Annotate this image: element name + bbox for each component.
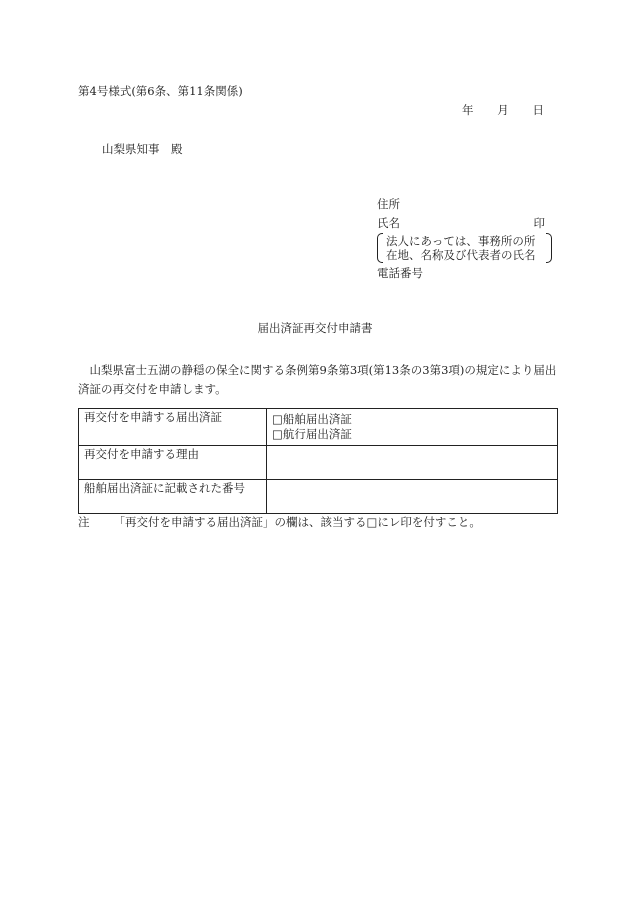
table-row	[79, 480, 558, 514]
document-title: 届出済証再交付申請書	[257, 321, 373, 335]
row-label-certificate-number: 船舶届出済証に記載された番号	[79, 480, 267, 514]
name-row	[377, 218, 545, 230]
note-prefix: 注	[78, 515, 90, 529]
addressee: 山梨県知事 殿	[102, 142, 183, 156]
form-number: 第4号様式(第6条、第11条関係)	[78, 84, 243, 98]
reason-field[interactable]	[267, 446, 558, 480]
footnote	[78, 517, 481, 529]
application-table	[78, 408, 558, 514]
option-navigation-certificate[interactable]: □航行届出済証	[272, 427, 352, 441]
date-month: 月	[497, 103, 509, 117]
corporation-note-line-2: 在地、名称及び代表者の氏名	[386, 248, 536, 262]
corporation-note-line-1: 法人にあっては、事務所の所	[386, 234, 536, 248]
address-label: 住所	[377, 197, 400, 211]
body-text: 山梨県富士五湖の静穏の保全に関する条例第9条第3項(第13条の3第3項)の規定により届出済証の再交付を申請します。	[78, 363, 557, 396]
date-year: 年	[462, 103, 474, 117]
name-label: 氏名	[377, 216, 400, 230]
certificate-number-field[interactable]	[267, 480, 558, 514]
option-vessel-certificate[interactable]: □船舶届出済証	[272, 412, 352, 426]
table-row	[79, 446, 558, 480]
right-bracket	[546, 233, 552, 263]
phone-label: 電話番号	[377, 266, 423, 280]
row-label-certificate-type: 再交付を申請する届出済証	[79, 409, 267, 446]
row-label-reason: 再交付を申請する理由	[79, 446, 267, 480]
table-row	[79, 409, 558, 446]
date-day: 日	[532, 103, 544, 117]
date-line	[462, 105, 544, 117]
left-bracket	[377, 233, 383, 263]
certificate-type-options	[267, 409, 558, 446]
corporation-note	[377, 233, 552, 263]
note-text: 「再交付を申請する届出済証」の欄は、該当する□にレ印を付すこと。	[113, 515, 481, 529]
seal-label: 印	[533, 216, 545, 230]
